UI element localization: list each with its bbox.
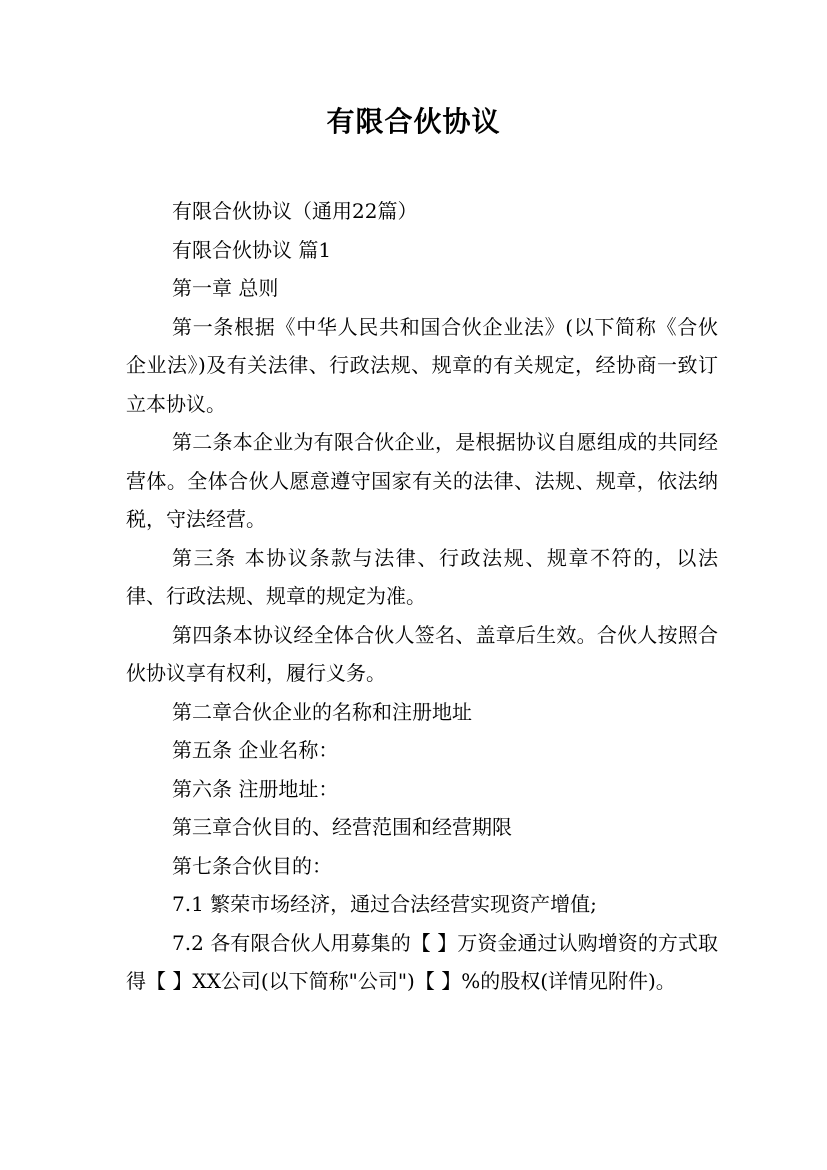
chapter-heading-2: 第二章合伙企业的名称和注册地址 [172,699,472,724]
clause-7-2: 7.2 各有限合伙人用募集的【 】万资金通过认购增资的方式取得【 】XX公司(以下简称"公司")【 】%的股权(详情见附件)。 [126,930,718,993]
chapter-heading-1: 第一章 总则 [172,276,279,300]
article-5: 第五条 企业名称： [172,738,339,762]
clause-7-1: 7.1 繁荣市场经济，通过合法经营实现资产增值; [172,892,597,916]
document-body [126,192,718,1001]
article-3: 第三条 本协议条款与法律、行政法规、规章不符的，以法律、行政法规、规章的规定为准。 [126,545,718,608]
chapter-heading-3: 第三章合伙目的、经营范围和经营期限 [172,815,512,839]
paragraph-subtitle: 有限合伙协议（通用22篇） [172,199,418,223]
article-6: 第六条 注册地址： [172,776,339,801]
article-1: 第一条根据《中华人民共和国合伙企业法》(以下简称《合伙企业法》)及有关法律、行政法规、规章的有关规定，经协商一致订立本协议。 [126,314,718,416]
article-7: 第七条合伙目的： [172,853,332,878]
paragraph-part-heading: 有限合伙协议 篇1 [172,237,332,262]
article-2: 第二条本企业为有限合伙企业，是根据协议自愿组成的共同经营体。全体合伙人愿意遵守国家有关的法律、法规、规章，依法纳税，守法经营。 [126,430,718,531]
article-4: 第四条本协议经全体合伙人签名、盖章后生效。合伙人按照合伙协议享有权利，履行义务。 [126,622,718,685]
document-title: 有限合伙协议 [326,105,501,138]
